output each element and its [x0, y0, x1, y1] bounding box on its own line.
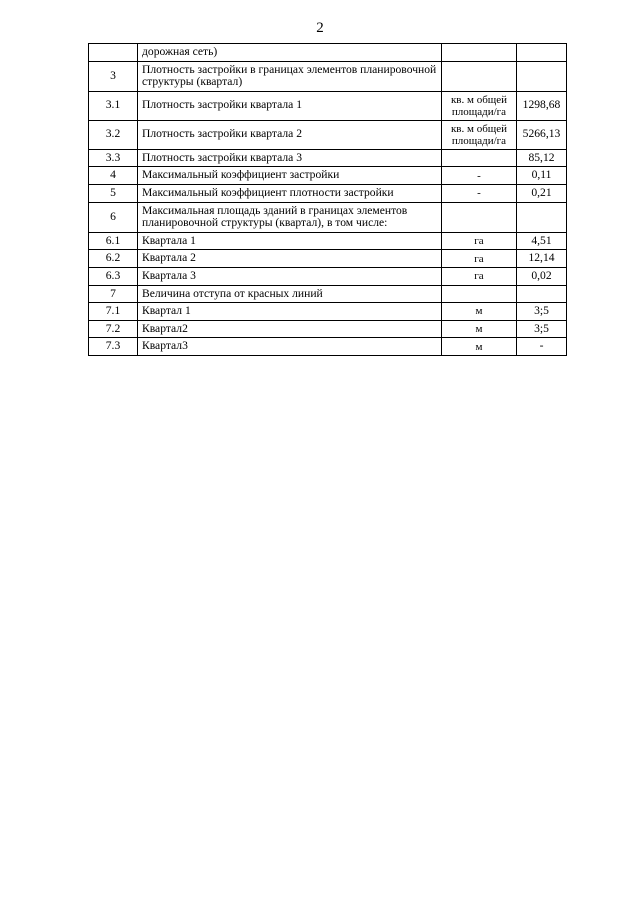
row-value — [517, 202, 567, 232]
row-number: 6.1 — [89, 232, 138, 250]
row-name: Квартала 3 — [138, 267, 442, 285]
row-name: Максимальная площадь зданий в границах элементов планировочной структуры (квартал), в том числе: — [138, 202, 442, 232]
row-name: Квартала 1 — [138, 232, 442, 250]
row-unit: - — [442, 167, 517, 185]
table-row — [89, 250, 567, 268]
row-name: Максимальный коэффициент плотности застройки — [138, 184, 442, 202]
row-unit — [442, 285, 517, 303]
row-value — [517, 44, 567, 62]
table-row — [89, 232, 567, 250]
table-row — [89, 44, 567, 62]
table-row — [89, 285, 567, 303]
table-row — [89, 320, 567, 338]
page-number: 2 — [316, 20, 324, 36]
table-row — [89, 61, 567, 91]
row-number: 3.1 — [89, 91, 138, 120]
row-value: - — [517, 338, 567, 356]
row-number: 7.2 — [89, 320, 138, 338]
table-row — [89, 149, 567, 167]
table-row — [89, 91, 567, 120]
row-name: дорожная сеть) — [138, 44, 442, 62]
row-value — [517, 285, 567, 303]
row-value: 3;5 — [517, 320, 567, 338]
table-row — [89, 267, 567, 285]
row-value: 5266,13 — [517, 120, 567, 149]
row-unit: м — [442, 320, 517, 338]
row-number: 4 — [89, 167, 138, 185]
row-value: 4,51 — [517, 232, 567, 250]
row-value: 85,12 — [517, 149, 567, 167]
row-value: 12,14 — [517, 250, 567, 268]
row-number: 6 — [89, 202, 138, 232]
row-name: Максимальный коэффициент застройки — [138, 167, 442, 185]
row-unit: га — [442, 232, 517, 250]
row-name: Квартала 2 — [138, 250, 442, 268]
row-number: 3.2 — [89, 120, 138, 149]
row-unit: га — [442, 250, 517, 268]
row-unit: м — [442, 338, 517, 356]
row-unit: м — [442, 303, 517, 321]
row-name: Квартал 1 — [138, 303, 442, 321]
row-number — [89, 44, 138, 62]
indicators-table-body — [89, 44, 567, 356]
row-name: Плотность застройки квартала 1 — [138, 91, 442, 120]
row-name: Величина отступа от красных линий — [138, 285, 442, 303]
row-unit — [442, 202, 517, 232]
row-name: Плотность застройки квартала 3 — [138, 149, 442, 167]
row-unit — [442, 44, 517, 62]
row-unit — [442, 61, 517, 91]
table-row — [89, 303, 567, 321]
row-number: 6.3 — [89, 267, 138, 285]
row-number: 7.1 — [89, 303, 138, 321]
row-number: 5 — [89, 184, 138, 202]
row-number: 6.2 — [89, 250, 138, 268]
row-number: 7.3 — [89, 338, 138, 356]
table-row — [89, 120, 567, 149]
row-unit: кв. м общей площади/га — [442, 91, 517, 120]
row-value: 0,02 — [517, 267, 567, 285]
indicators-table — [88, 43, 567, 356]
row-unit: кв. м общей площади/га — [442, 120, 517, 149]
row-number: 3 — [89, 61, 138, 91]
row-name: Квартал2 — [138, 320, 442, 338]
table-row — [89, 167, 567, 185]
row-name: Плотность застройки в границах элементов планировочной структуры (квартал) — [138, 61, 442, 91]
row-number: 3.3 — [89, 149, 138, 167]
row-unit — [442, 149, 517, 167]
row-value — [517, 61, 567, 91]
row-name: Плотность застройки квартала 2 — [138, 120, 442, 149]
row-value: 1298,68 — [517, 91, 567, 120]
table-row — [89, 202, 567, 232]
row-value: 0,21 — [517, 184, 567, 202]
table-row — [89, 184, 567, 202]
row-unit: - — [442, 184, 517, 202]
row-name: Квартал3 — [138, 338, 442, 356]
table-row — [89, 338, 567, 356]
row-value: 3;5 — [517, 303, 567, 321]
row-unit: га — [442, 267, 517, 285]
row-number: 7 — [89, 285, 138, 303]
row-value: 0,11 — [517, 167, 567, 185]
